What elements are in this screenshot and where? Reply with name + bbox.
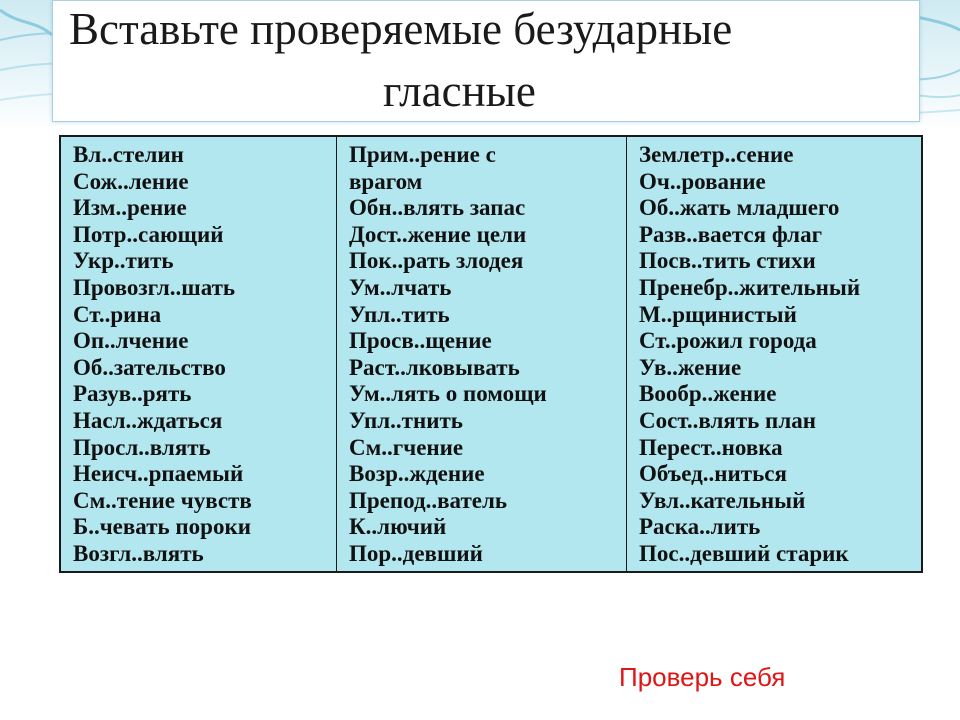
list-item: Укр..тить (73, 248, 174, 274)
list-item: Дост..жение цели (349, 221, 527, 247)
table-column-3 (627, 136, 923, 572)
list-item: Объед..ниться (639, 461, 787, 487)
list-item: Вл..стелин (73, 142, 184, 167)
list-item: Пос..девший старик (639, 540, 849, 566)
list-item: Возгл..влять (73, 540, 204, 566)
check-yourself-link[interactable]: Проверь себя (619, 662, 786, 692)
word-table (59, 135, 923, 573)
list-item: См..тение чувств (73, 487, 252, 513)
list-item: Препод..ватель (349, 487, 508, 513)
list-item: Изм..рение (73, 195, 187, 221)
table-column-1 (60, 136, 337, 572)
word-list (73, 142, 336, 568)
list-item: Упл..тнить (349, 407, 463, 433)
list-item: Пренебр..жительный (639, 274, 861, 300)
list-item: См..гчение (349, 434, 464, 460)
list-item: Прим..рение с (349, 142, 496, 167)
list-item: Обн..влять запас (349, 195, 526, 221)
list-item: Ум..лчать (349, 274, 452, 300)
list-item: Вообр..жение (639, 381, 777, 407)
list-item: К..лючий (349, 514, 447, 540)
list-item: Просв..щение (349, 328, 492, 354)
list-item: Ум..лять о помощи (349, 381, 547, 407)
list-item: Упл..тить (349, 301, 450, 327)
list-item: Ст..рина (73, 301, 162, 327)
list-item: Неисч..рпаемый (73, 461, 244, 487)
list-item: Перест..новка (639, 434, 783, 460)
list-item: Об..зательство (73, 354, 226, 380)
list-item: Сож..ление (73, 168, 189, 194)
list-item: Сост..влять план (639, 407, 816, 433)
title-box (52, 0, 920, 122)
page-title-line-2: гласные (383, 66, 536, 116)
list-item: Провозгл..шать (73, 274, 236, 300)
page-title-line-1: Вставьте проверяемые безударные (69, 4, 733, 54)
list-item: Раска..лить (639, 514, 761, 540)
word-list (639, 142, 921, 568)
list-item: Раст..лковывать (349, 354, 520, 380)
word-list (349, 142, 626, 568)
list-item: Ув..жение (639, 354, 742, 380)
list-item: Разв..вается флаг (639, 221, 823, 247)
list-item: Оч..рование (639, 168, 766, 194)
list-item: Пор..девший (349, 540, 483, 566)
list-item: Увл..кательный (639, 487, 806, 513)
list-item: Посв..тить стихи (639, 248, 816, 274)
list-item: Возр..ждение (349, 461, 485, 487)
list-item: Об..жать младшего (639, 195, 840, 221)
list-item: Потр..сающий (73, 221, 224, 247)
list-item: Насл..ждаться (73, 407, 223, 433)
list-item: Ст..рожил города (639, 328, 817, 354)
list-item: Оп..лчение (73, 328, 189, 354)
table-column-2 (337, 136, 627, 572)
list-item: Б..чевать пороки (73, 514, 251, 540)
list-item: Просл..влять (73, 434, 211, 460)
list-item: Землетр..сение (639, 142, 794, 167)
list-item: Пок..рать злодея (349, 248, 524, 274)
table-row (60, 136, 922, 572)
list-item: врагом (349, 168, 423, 194)
list-item: Разув..рять (73, 381, 192, 407)
list-item: М..рщинистый (639, 301, 797, 327)
